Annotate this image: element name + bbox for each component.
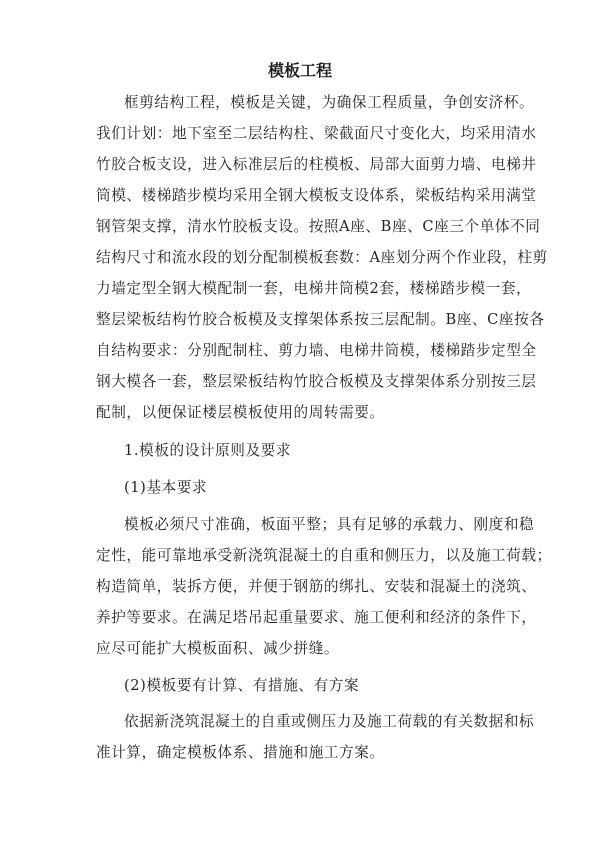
- para1-line-7: 力墙定型全钢大模配制一套，电梯井筒模2套，楼梯踏步模一套，: [96, 280, 532, 297]
- para1-line-5: 钢管架支撑，清水竹胶板支设。按照A座、B座、C座三个单体不同: [96, 218, 541, 235]
- para1-line-6: 结构尺寸和流水段的划分配制模板套数：A座划分两个作业段，柱剪: [96, 249, 548, 266]
- para3-line-2: 准计算，确定模板体系、措施和施工方案。: [96, 744, 385, 761]
- subsection-heading-2: (2)模板要有计算、有措施、有方案: [124, 677, 360, 694]
- subsection-heading-1: (1)基本要求: [124, 479, 208, 496]
- para1-line-8: 整层梁板结构竹胶合板模及支撑架体系按三层配制。B座、C座按各: [96, 311, 545, 328]
- para1-line-2: 我们计划：地下室至二层结构柱、梁截面尺寸变化大，均采用清水: [96, 125, 537, 142]
- para2-line-2: 定性，能可靠地承受新浇筑混凝土的自重和侧压力，以及施工荷载；: [96, 547, 552, 564]
- section-heading-1: 1.模板的设计原则及要求: [124, 442, 292, 459]
- para1-line-3: 竹胶合板支设，进入标准层后的柱模板、局部大面剪力墙、电梯井: [96, 156, 537, 173]
- para2-line-1: 模板必须尺寸准确，板面平整；具有足够的承载力、刚度和稳: [124, 516, 535, 533]
- para1-line-9: 自结构要求：分别配制柱、剪力墙、电梯井筒模，楼梯踏步定型全: [96, 342, 537, 359]
- para1-line-1: 框剪结构工程，模板是关键，为确保工程质量，争创安济杯。: [124, 94, 535, 111]
- para2-line-3: 构造简单，装拆方便，并便于钢筋的绑扎、安装和混凝土的浇筑、: [96, 578, 537, 595]
- para1-line-4: 筒模、楼梯踏步模均采用全钢大模板支设体系，梁板结构采用满堂: [96, 187, 537, 204]
- para2-line-5: 应尽可能扩大模板面积、减少拼缝。: [96, 640, 340, 657]
- para1-line-11: 配制，以便保证楼层模板使用的周转需要。: [96, 404, 385, 421]
- para2-line-4: 养护等要求。在满足塔吊起重量要求、施工便利和经济的条件下，: [96, 609, 537, 626]
- page-title: 模板工程: [267, 61, 332, 80]
- para3-line-1: 依据新浇筑混凝土的自重或侧压力及施工荷载的有关数据和标: [124, 713, 535, 730]
- para1-line-10: 钢大模各一套，整层梁板结构竹胶合板模及支撑架体系分别按三层: [96, 373, 537, 390]
